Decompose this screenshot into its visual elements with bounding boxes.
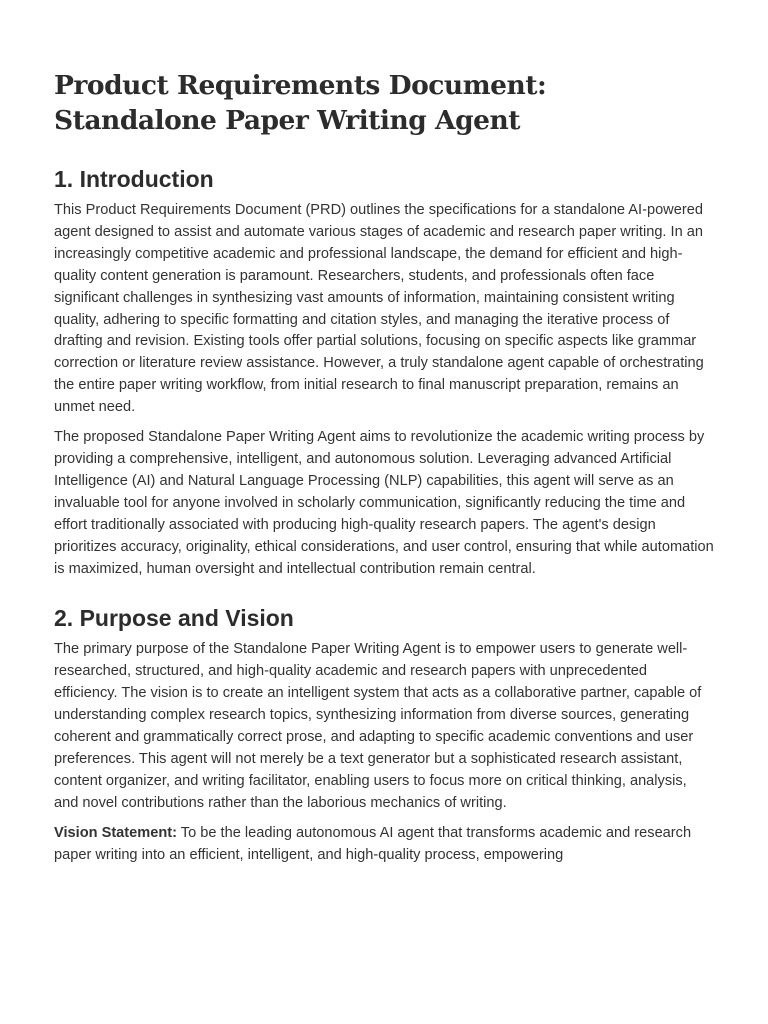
vision-statement xyxy=(54,823,714,867)
document-page xyxy=(54,68,714,889)
section-purpose-and-vision xyxy=(54,603,714,866)
page-title xyxy=(54,68,714,138)
title-line-1: Product Requirements Document: xyxy=(54,70,547,101)
paragraph: This Product Requirements Document (PRD) outlines the specifications for a standalone AI-powered agent designed to assist and automate various stages of academic and research paper writing. In an increasingly competitive academic and professional landscape, the demand for efficient and high-quality content generation is paramount. Researchers, students, and professionals often face significant challenges in synthesizing vast amounts of information, maintaining consistent writing quality, adhering to specific formatting and citation styles, and managing the iterative process of drafting and revision. Existing tools offer partial solutions, focusing on specific aspects like grammar correction or literature review assistance. However, a truly standalone agent capable of orchestrating the entire paper writing workflow, from initial research to final manuscript preparation, remains an unmet need. xyxy=(54,202,704,416)
section-heading: 1. Introduction xyxy=(54,166,214,192)
paragraph: The proposed Standalone Paper Writing Agent aims to revolutionize the academic writing process by providing a comprehensive, intelligent, and autonomous solution. Leveraging advanced Artificial Intelligence (AI) and Natural Language Processing (NLP) capabilities, this agent will serve as an invaluable tool for anyone involved in scholarly communication, significantly reducing the time and effort traditionally associated with producing high-quality research papers. The agent's design prioritizes accuracy, originality, ethical considerations, and user control, ensuring that while automation is maximized, human oversight and intellectual contribution remain central. xyxy=(54,429,714,577)
vision-statement-label: Vision Statement: xyxy=(54,824,177,841)
section-introduction xyxy=(54,164,714,580)
vision-statement-text: To be the leading autonomous AI agent that transforms academic and research paper writing into an efficient, intelligent, and high-quality process, empowering xyxy=(54,824,692,863)
title-line-2: Standalone Paper Writing Agent xyxy=(54,105,520,136)
paragraph: The primary purpose of the Standalone Paper Writing Agent is to empower users to generate well-researched, structured, and high-quality academic and research papers with unprecedented efficiency. The vision is to create an intelligent system that acts as a collaborative partner, capable of understanding complex research topics, synthesizing information from diverse sources, generating coherent and grammatically correct prose, and adapting to specific academic conventions and user preferences. This agent will not merely be a text generator but a sophisticated research assistant, content organizer, and writing facilitator, enabling users to focus more on critical thinking, analysis, and novel contributions rather than the laborious mechanics of writing. xyxy=(54,641,702,811)
section-heading: 2. Purpose and Vision xyxy=(54,605,294,632)
